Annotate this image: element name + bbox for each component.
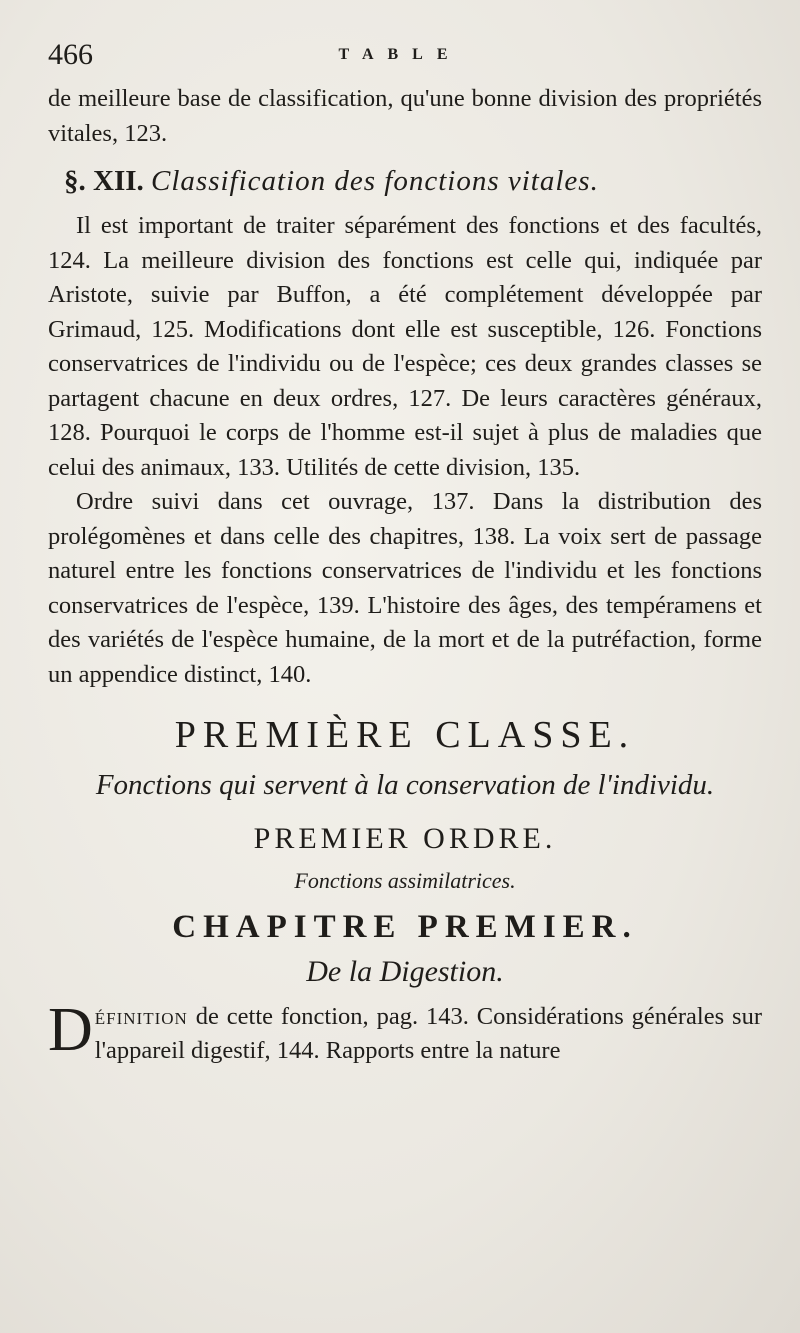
page-content: [48, 82, 762, 1068]
drop-cap: D: [48, 996, 93, 1064]
body-paragraph-2: Ordre suivi dans cet ouvrage, 137. Dans la distribution des prolégomènes et dans celle des chapitres, 138. La voix sert de passage naturel entre les fonctions conservatrices de l'individu et les fonctions conservatrices de l'espèce, 139. L'histoire des âges, des tempéramens et des variétés de l'espèce humaine, de la mort et de la putréfaction, forme un appendice distinct, 140.: [48, 488, 762, 688]
page-number: 466: [48, 38, 93, 71]
chapter-subtitle: De la Digestion.: [306, 955, 504, 988]
intro-paragraph: de meilleure base de classification, qu'une bonne division des propriétés vitales, 123.: [48, 85, 762, 147]
order-subtitle: Fonctions assimilatrices.: [294, 868, 516, 893]
section-heading: [48, 161, 762, 201]
page-header: [40, 38, 760, 78]
chapter-heading: CHAPITRE PREMIER.: [172, 909, 638, 945]
class-subtitle: Fonctions qui servent à la conservation de l'individu.: [95, 769, 715, 801]
smallcaps-word: éfinition: [94, 1003, 188, 1030]
class-heading: PREMIÈRE CLASSE.: [174, 714, 636, 756]
running-head: TABLE: [338, 46, 462, 63]
body-paragraph-1: Il est important de traiter séparément des fonctions et des facultés, 124. La meilleure division des fonctions est celle qui, indiquée par Aristote, suivie par Buffon, a été complétement développée par Grimaud, 125. Modifications dont elle est susceptible, 126. Fonctions conservatrices de l'individu ou de l'espèce; ces deux grandes classes se partagent chacune en deux ordres, 127. De leurs caractères généraux, 128. Pourquoi le corps de l'homme est-il sujet à plus de maladies que celui des animaux, 133. Utilités de cette division, 135.: [48, 212, 762, 481]
chapter-opening-text: de cette fonction, pag. 143. Considérations générales sur l'appareil digestif, 144. Rapports entre la nature: [94, 1003, 762, 1064]
section-title: Classification des fonctions vitales.: [151, 165, 599, 197]
chapter-opening-paragraph: [48, 996, 762, 1068]
section-number: §. XII.: [64, 165, 144, 197]
order-heading: PREMIER ORDRE.: [253, 822, 557, 855]
